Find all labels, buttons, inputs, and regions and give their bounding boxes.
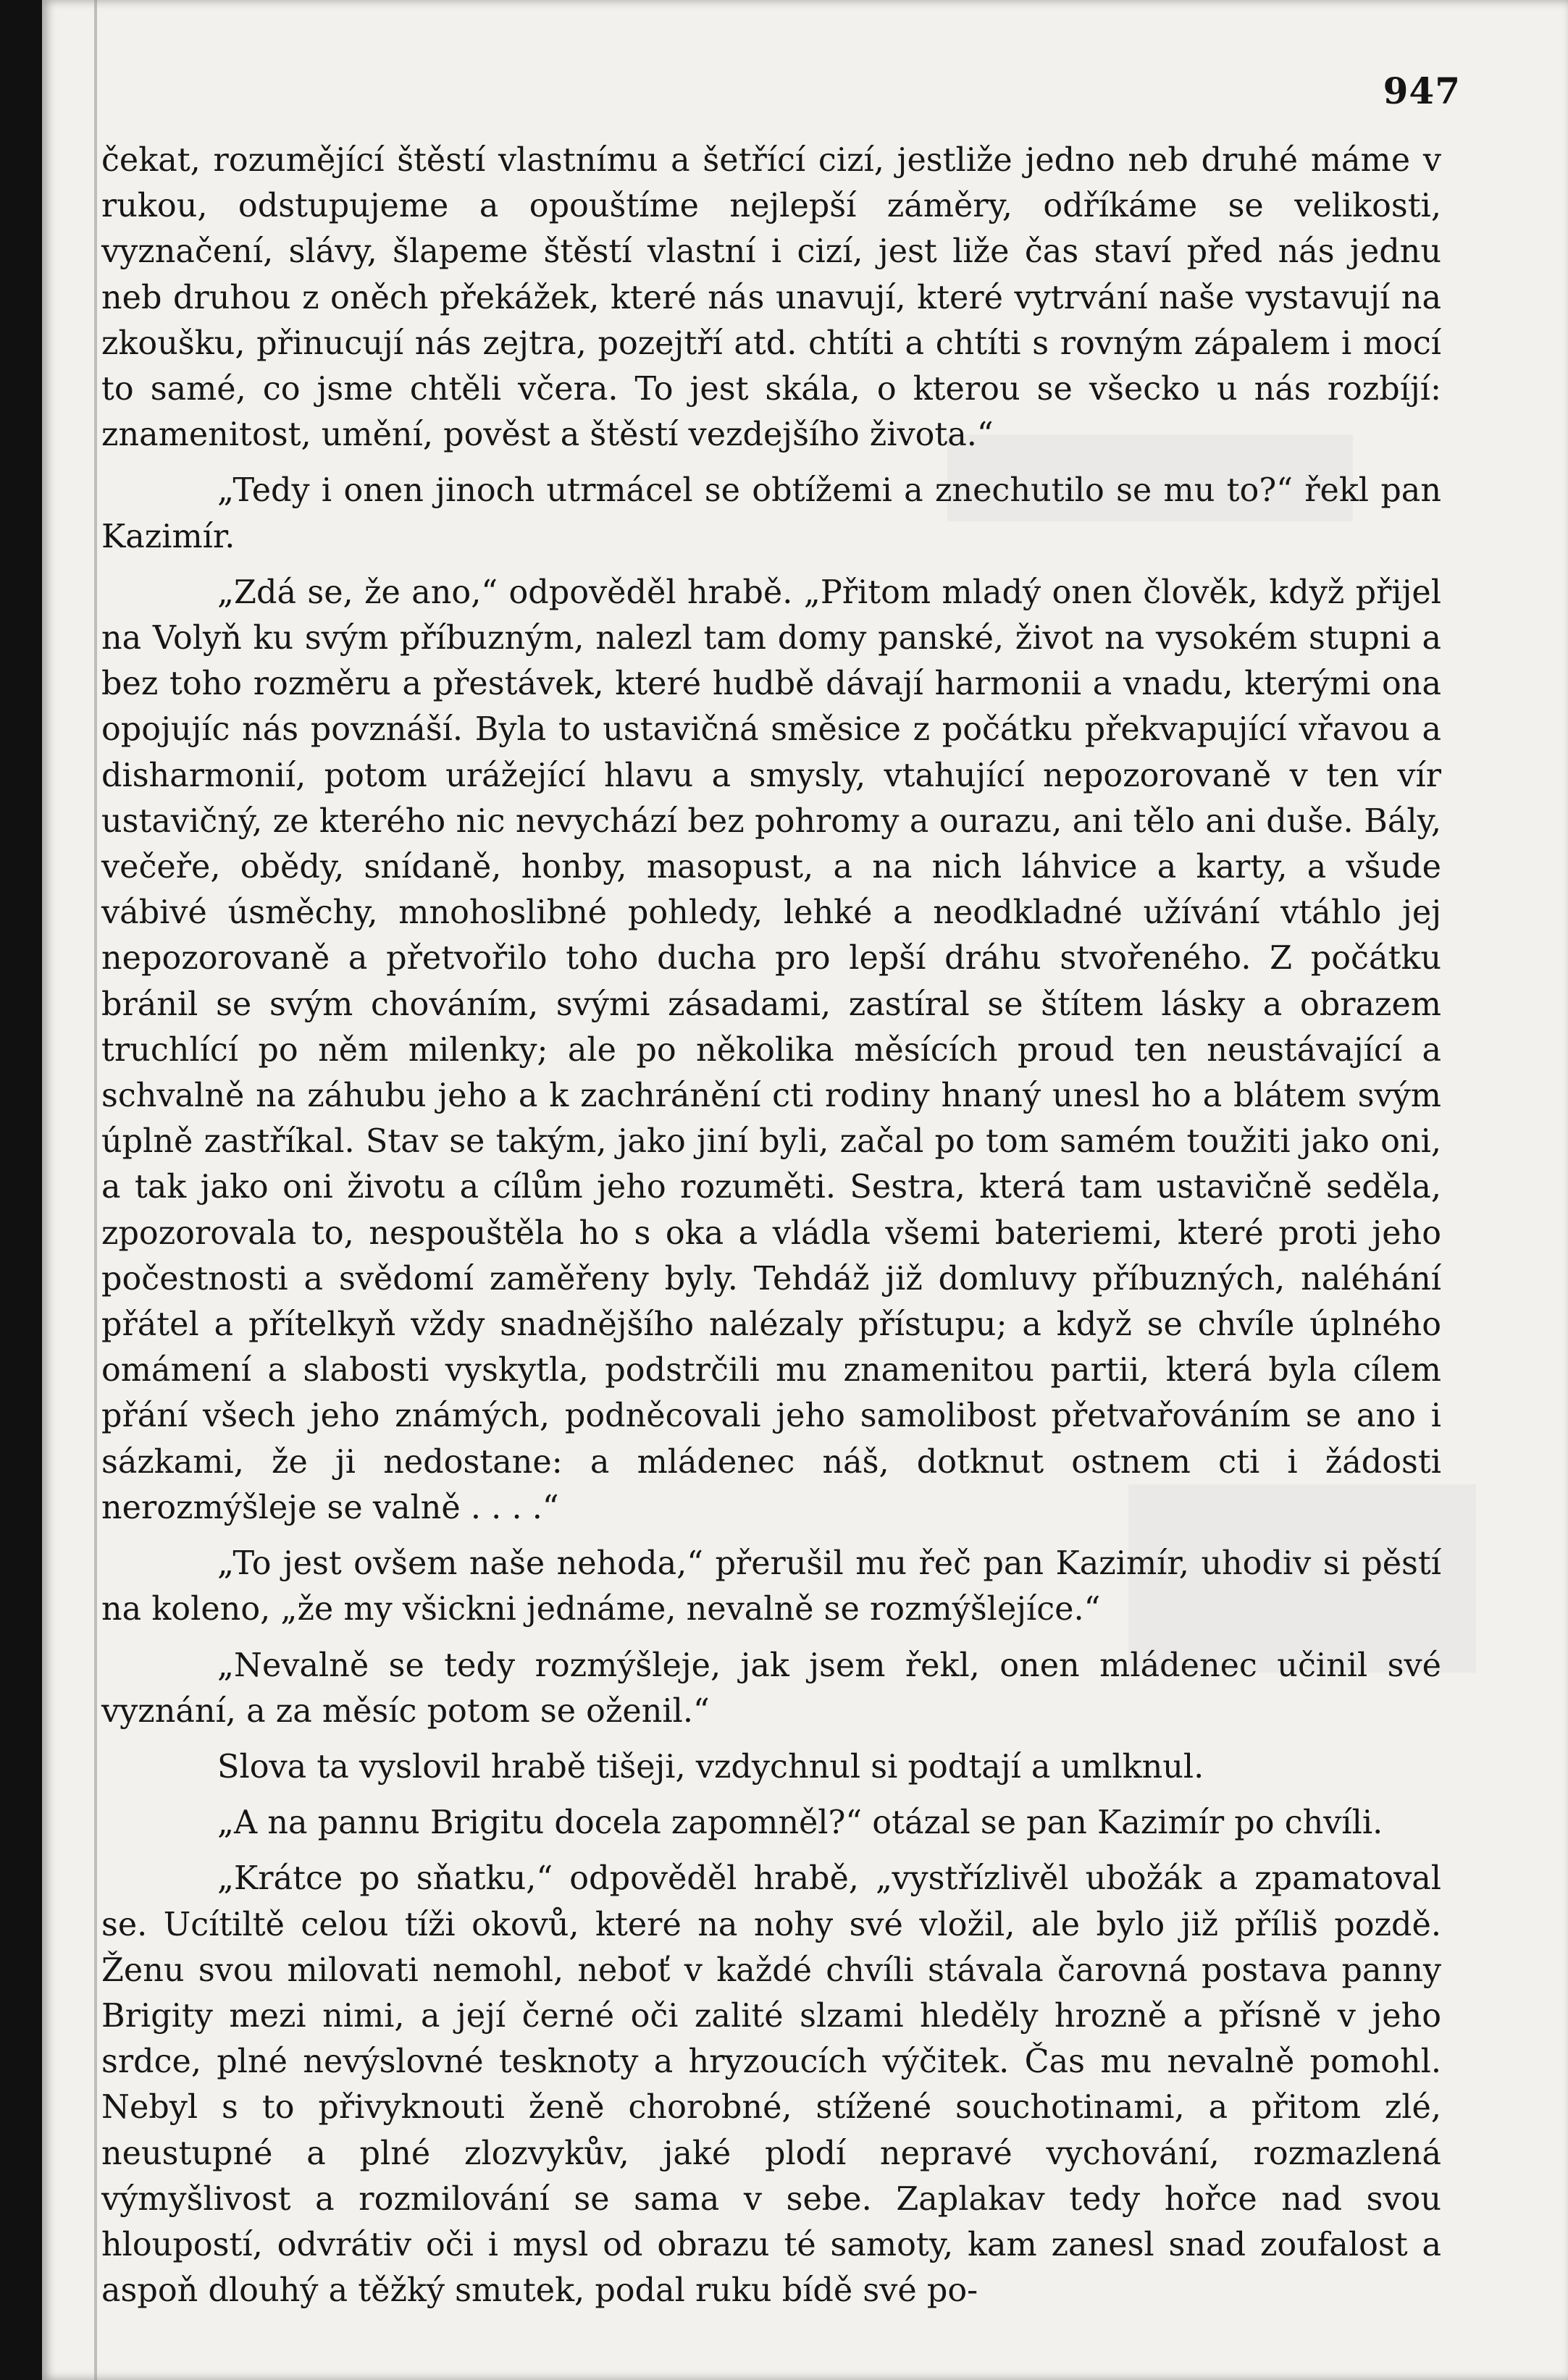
paragraph: „To jest ovšem naše nehoda,“ přerušil mu řeč pan Kazimír, uhodiv si pěstí na koleno, „že my všicknі jednáme, nevalně se rozmýšlejíce.“: [101, 1545, 1441, 1628]
paragraph: „Krátce po sňatku,“ odpověděl hrabě, „vystřízlivěl ubožák a zpamatoval se. Ucítiltě celou tíži okovů, které na nohy své vložil, ale bylo již příliš pozdě. Ženu svou milovati nemohl, neboť v každé chvíli stávala čarovná postava panny Brigity mezi nimi, a její černé oči zalité slzami hleděly hrozně a přísně v jeho srdce, plné nevýslovné tesknoty a hryzoucích výčitek. Čas mu nevalně pomohl. Nebyl s to přivyknouti ženě chorobné, stížené souchotinami, a přitom zlé, neustupné a plné zlozvykův, jaké plodí nepravé vychování, rozmazlená výmyšlivost a rozmilování se sama v sebe. Zaplakav tedy hořce nad svou hloupostí, odvrátiv oči i mysl od obrazu té samoty, kam zanesl snad zoufalost a aspoň dlouhý a těžký smutek, podal ruku bídě své po-: [101, 1860, 1441, 2310]
paragraph: Slova ta vyslovil hrabě tišeji, vzdychnul si podtají a umlknul.: [217, 1748, 1204, 1786]
paragraph: čekat, rozumějící štěstí vlastnímu a šetřící cizí, jestliže jedno neb druhé máme v rukou, odstupujeme a opouštíme nejlepší záměry, odříkáme se velikosti, vyznačení, slávy, šlapeme štěstí vlastní i cizí, jest liže čas staví před nás jednu neb druhou z oněch překážek, které nás unavují, které vytrvání naše vystavují na zkoušku, přinucují nás zejtra, pozejtří atd. chtíti a chtíti s rovným zápalem i mocí to samé, co jsme chtěli včera. To jest skála, o kterou se všecko u nás rozbíjí: znamenitost, umění, pověst a štěstí vezdejšího života.“: [101, 142, 1441, 454]
scan-border: [0, 0, 42, 2380]
paragraph: „A na pannu Brigitu docela zapomněl?“ otázal se pan Kazimír po chvíli.: [217, 1804, 1383, 1842]
page-gutter-line: [94, 0, 97, 2380]
page-body-text: [101, 138, 1441, 2324]
paragraph: „Nevalně se tedy rozmýšleje, jak jsem řekl, onen mládenec učinil své vyznání, a za měsíc potom se oženil.“: [101, 1647, 1441, 1730]
paragraph: „Tedy i onen jinoch utrmácel se obtížemi a znechutilo se mu to?“ řekl pan Kazimír.: [101, 472, 1441, 555]
paragraph: „Zdá se, že ano,“ odpověděl hrabě. „Přitom mladý onen člověk, když přijel na Volyň ku svým příbuzným, nalezl tam domy panské, život na vysokém stupni a bez toho rozměru a přestávek, které hudbě dávají harmonii a vnadu, kterými ona opojujíc nás povznáší. Byla to ustavičná směsice z počátku překvapující vřavou a disharmonií, potom urážející hlavu a smysly, vtahující nepozorovaně v ten vír ustavičný, ze kterého nic nevychází bez pohromy a ourazu, ani tělo ani duše. Bály, večeře, obědy, snídaně, honby, masopust, a na nich láhvice a karty, a všude vábivé úsměchy, mnohoslibné pohledy, lehké a neodkladné užívání vtáhlo jej nepozorovaně a přetvořilo toho ducha pro lepší dráhu stvořeného. Z počátku bránil se svým chováním, svými zásadami, zastíral se štítem lásky a obrazem truchlící po něm milenky; ale po několika měsících proud ten neustávající a schvalně na záhubu jeho a k zachránění cti rodiny hnaný unesl ho a blátem svým úplně zastříkal. Stav se takým, jako jiní byli, začal po tom samém toužiti jako oni, a tak jako oni životu a cílům jeho rozuměti. Sestra, která tam ustavičně seděla, zpozorovala to, nespouštěla ho s oka a vládla všemi bateriemi, které proti jeho počestnosti a svědomí zaměřeny byly. Tehdáž již domluvy příbuzných, naléhání přátel a přítelkyň vždy snadnějšího nalézaly přístupu; a když se chvíle úplného omámení a slabosti vyskytla, podstrčili mu znamenitou partii, která byla cílem přání všech jeho známých, podněcovali jeho samolibost přetvařováním se ano i sázkami, že ji nedostane: a mládenec náš, dotknut ostnem cti i žádosti nerozmýšleje se valně . . . .“: [101, 573, 1441, 1526]
page-number: 947: [1383, 70, 1461, 112]
